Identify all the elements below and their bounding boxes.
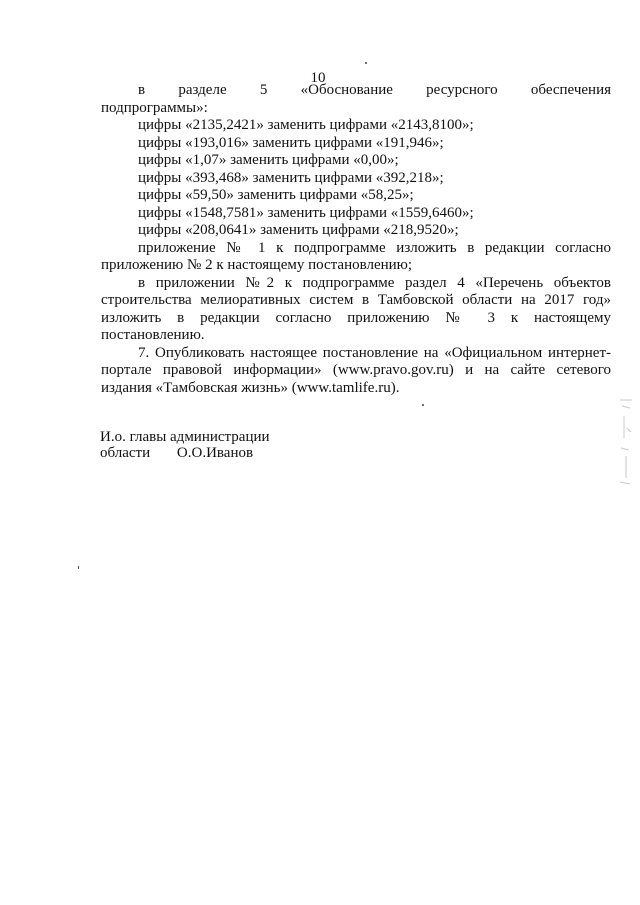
paragraph-line: подпрограммы»: [101, 99, 208, 116]
replacement-item: цифры «1548,7581» заменить цифрами «1559,6460»; [138, 204, 474, 221]
signature-block [100, 429, 270, 461]
paragraph-line: в разделе 5 «Обоснование ресурсного обеспечения [138, 82, 611, 98]
signature-title: И.о. главы администрации [100, 429, 270, 445]
page-number: 10 [310, 70, 326, 86]
signature-row [100, 445, 270, 461]
paragraph-line: издания «Тамбовская жизнь» (www.tamlife.ru). [101, 379, 400, 396]
paragraph-line: приложению № 2 к настоящему постановлению; [101, 257, 413, 273]
signatory-name: О.О.Иванов [176, 445, 254, 461]
replacement-item: цифры «393,468» заменить цифрами «392,218»; [138, 169, 444, 186]
replacement-item: цифры «59,50» заменить цифрами «58,25»; [138, 187, 414, 203]
paragraph-line: портале правовой информации» (www.pravo.gov.ru) и на сайте сетевого [101, 362, 611, 378]
paragraph-section5 [101, 82, 611, 117]
replacement-list [101, 117, 611, 240]
paragraph-line: в приложении №2 к подпрограмме раздел 4 «Перечень объектов [138, 274, 611, 291]
scan-speck [78, 566, 79, 569]
replacement-item: цифры «193,016» заменить цифрами «191,946»; [138, 134, 444, 151]
paragraph-appendix2 [101, 275, 611, 345]
replacement-item: цифры «208,0641» заменить цифрами «218,9520»; [138, 222, 459, 238]
paragraph-line: постановлению. [101, 327, 205, 343]
replacement-item: цифры «2135,2421» заменить цифрами «2143,8100»; [138, 117, 474, 133]
document-body [101, 82, 611, 397]
signature-title-region: области [100, 445, 151, 461]
paragraph-line: изложить в редакции согласно приложению № 3 к настоящему [101, 309, 611, 326]
scan-margin-marks [618, 398, 634, 488]
paragraph-publish [101, 345, 611, 398]
scan-speck [422, 404, 424, 406]
paragraph-line: 7. Опубликовать настоящее постановление на «Официальном интернет- [138, 344, 611, 361]
scan-speck [365, 62, 367, 64]
paragraph-line: приложение № 1 к подпрограмме изложить в редакции согласно [138, 239, 611, 256]
replacement-item: цифры «1,07» заменить цифрами «0,00»; [138, 152, 399, 168]
paragraph-line: строительства мелиоративных систем в Тамбовской области на 2017 год» [101, 292, 611, 308]
paragraph-appendix1 [101, 240, 611, 275]
